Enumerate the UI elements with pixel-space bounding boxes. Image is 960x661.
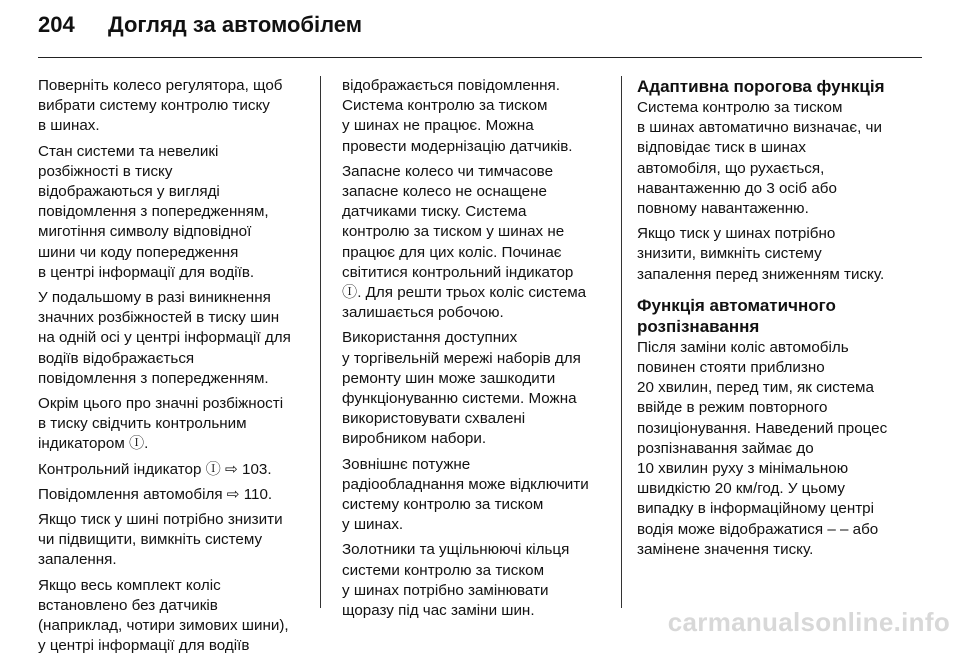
column-right: [637, 76, 922, 565]
page-header: [38, 12, 922, 48]
paragraph: Система контролю за тиском в шинах автоматично визначає, чи відповідає тиск в шинах автомобіля, що рухається, навантаженню до 3 осіб або повному навантаженню.: [637, 99, 882, 218]
paragraph: Якщо тиск у шинах потрібно знизити, вимкніть систему запалення перед зниженням тиску.: [637, 225, 885, 283]
paragraph: Стан системи та невеликі розбіжності в тиску відображаються у вигляді повідомлення з попередженням, миготіння символу відповідної шини чи коду попередження в центрі інформації для водіїв.: [38, 142, 269, 281]
page-number: 204: [38, 12, 75, 37]
column-middle: [342, 76, 608, 626]
paragraph: Після заміни коліс автомобіль повинен стояти приблизно 20 хвилин, перед тим, як система ввійде в режим повторного позиціонування. Наведений процес розпізнавання займає до 10 хвилин руху з мінімальною швидкістю 20 км/год. У цьому випадку в інформаційному центрі водія може відображатися – – або замінене значення тиску.: [637, 338, 888, 558]
section-heading-auto-detection: Функція автоматичного розпізнавання: [637, 295, 836, 336]
paragraph: Окрім цього про значні розбіжності в тиску свідчить контрольним індикатором Ⓘ.: [38, 395, 284, 453]
paragraph: Поверніть колесо регулятора, щоб вибрати систему контролю тиску в шинах.: [38, 77, 283, 135]
paragraph: Якщо тиск у шині потрібно знизити чи підвищити, вимкніть систему запалення.: [38, 511, 283, 569]
paragraph: Зовнішнє потужне радіообладнання може відключити систему контролю за тиском у шинах.: [342, 455, 589, 534]
paragraph: Запасне колесо чи тимчасове запасне колесо не оснащене датчиками тиску. Система контролю за тиском у шинах не працює для цих коліс. Починає світитися контрольний індикатор Ⓘ. Для решти трьох коліс система залишається робочою.: [342, 162, 587, 322]
paragraph: Використання доступних у торгівельній мережі наборів для ремонту шин може зашкодити функціонуванню системи. Можна використовувати схвалені виробником набори.: [342, 329, 581, 448]
paragraph: Повідомлення автомобіля ⇨ 110.: [38, 485, 273, 503]
paragraph: У подальшому в разі виникнення значних розбіжностей в тиску шин на одній осі у центрі інформації для водіїв відображається повідомлення з попередженням.: [38, 289, 291, 387]
column-divider: [320, 76, 321, 608]
paragraph: Золотники та ущільнюючі кільця системи контролю за тиском у шинах потрібно замінювати щоразу під час заміни шин.: [342, 541, 570, 620]
watermark: carmanualsonline.info: [667, 607, 950, 637]
paragraph: відображається повідомлення. Система контролю за тиском у шинах не працює. Можна провести модернізацію датчиків.: [342, 77, 573, 155]
header-rule: [38, 57, 922, 58]
paragraph: Контрольний індикатор Ⓘ ⇨ 103.: [38, 460, 272, 478]
column-left: [38, 76, 310, 661]
page-title: Догляд за автомобілем: [108, 12, 363, 37]
column-divider: [621, 76, 622, 608]
section-heading-adaptive-threshold: Адаптивна порогова функція: [637, 77, 885, 96]
paragraph: Якщо весь комплект коліс встановлено без датчиків (наприклад, чотири зимових шини), у центрі інформації для водіїв: [38, 576, 289, 655]
